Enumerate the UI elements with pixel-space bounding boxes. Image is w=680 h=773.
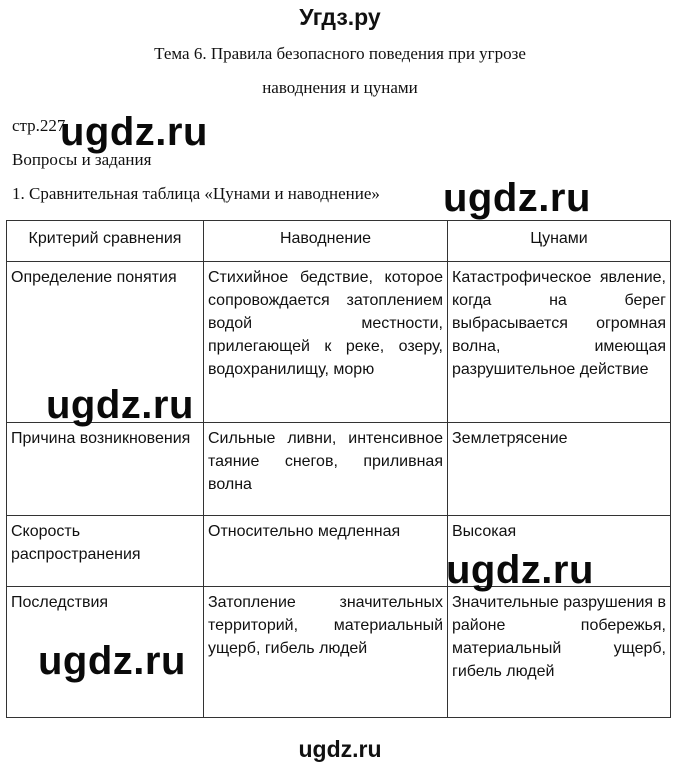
page-reference: стр.227	[12, 116, 66, 135]
column-header-criterion: Критерий сравнения	[7, 221, 204, 262]
criterion-cell: Определение понятия	[7, 262, 204, 423]
topic-title-line-2: наводнения и цунами	[262, 78, 418, 97]
watermark: ugdz.ru	[60, 110, 208, 154]
flood-cell: Относительно медленная	[204, 516, 448, 587]
tsunami-cell: Высокая	[448, 516, 671, 587]
site-footer[interactable]: ugdz.ru	[298, 736, 382, 762]
site-title: Угдз.ру	[299, 4, 381, 30]
watermark: ugdz.ru	[38, 639, 186, 683]
watermark: ugdz.ru	[446, 548, 594, 592]
flood-cell: Затопление значительных территорий, материальный ущерб, гибель людей	[204, 587, 448, 718]
watermark: ugdz.ru	[46, 383, 194, 427]
table-header-row	[7, 221, 671, 262]
criterion-cell: Последствия	[7, 587, 204, 718]
tsunami-cell: Значительные разрушения в районе побережья, материальный ущерб, гибель людей	[448, 587, 671, 718]
flood-cell: Стихийное бедствие, которое сопровождается затоплением водой местности, прилегающей к реке, озеру, водохранилищу, морю	[204, 262, 448, 423]
table-row	[7, 423, 671, 516]
task-heading: 1. Сравнительная таблица «Цунами и наводнение»	[12, 184, 380, 203]
watermark: ugdz.ru	[443, 176, 591, 220]
topic-title-line-1: Тема 6. Правила безопасного поведения при угрозе	[154, 44, 526, 63]
criterion-cell: Причина возникновения	[7, 423, 204, 516]
criterion-cell: Скорость распространения	[7, 516, 204, 587]
column-header-tsunami: Цунами	[448, 221, 671, 262]
flood-cell: Сильные ливни, интенсивное таяние снегов, приливная волна	[204, 423, 448, 516]
column-header-flood: Наводнение	[204, 221, 448, 262]
tsunami-cell: Землетрясение	[448, 423, 671, 516]
tsunami-cell: Катастрофическое явление, когда на берег выбрасывается огромная волна, имеющая разрушительное действие	[448, 262, 671, 423]
section-heading: Вопросы и задания	[12, 150, 152, 169]
